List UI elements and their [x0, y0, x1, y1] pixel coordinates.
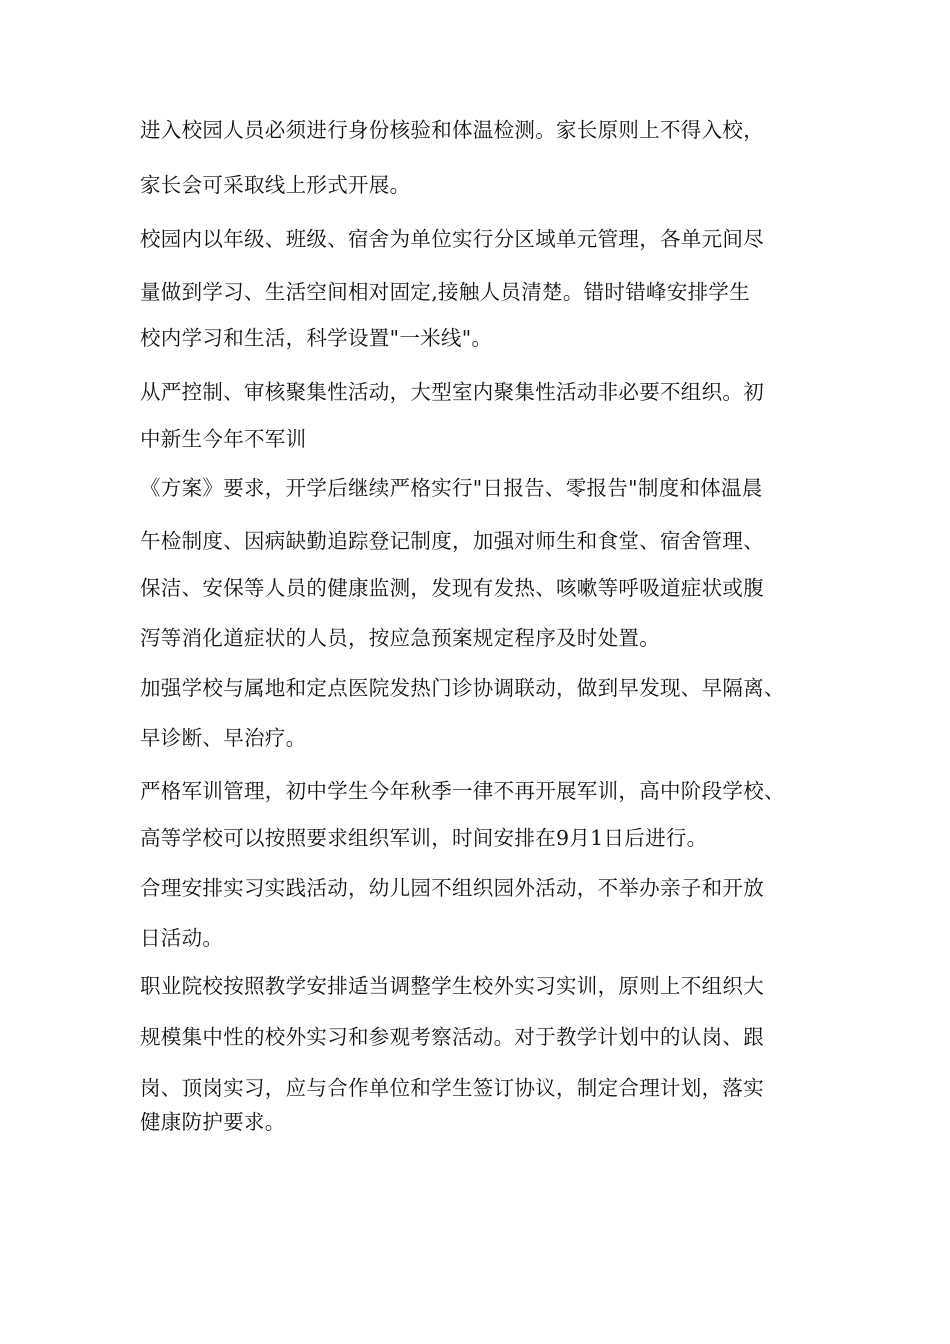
text-line: 中新生今年不军训 [140, 427, 307, 451]
text-line: 健康防护要求。 [140, 1110, 286, 1134]
text-line: 进入校园人员必须进行身份核验和体温检测。家长原则上不得入校， [140, 118, 764, 142]
text-line: 加强学校与属地和定点医院发热门诊协调联动，做到早发现、早隔离、 [140, 676, 785, 700]
text-line: 高等学校可以按照要求组织军训，时间安排在9月1日后进行。 [140, 826, 708, 850]
text-line: 严格军训管理，初中学生今年秋季一律不再开展军训，高中阶段学校、 [140, 779, 785, 803]
text-line: 泻等消化道症状的人员，按应急预案规定程序及时处置。 [140, 626, 660, 650]
text-line: 《方案》要求，开学后继续严格实行"日报告、零报告"制度和体温晨 [140, 476, 763, 500]
text-line: 职业院校按照教学安排适当调整学生校外实习实训，原则上不组织大 [140, 974, 764, 998]
text-line: 量做到学习、生活空间相对固定,接触人员清楚。错时错峰安排学生 [140, 280, 751, 304]
text-line: 合理安排实习实践活动，幼儿园不组织园外活动，不举办亲子和开放 [140, 876, 764, 900]
text-line: 从严控制、审核聚集性活动，大型室内聚集性活动非必要不组织。初 [140, 380, 764, 404]
text-line: 早诊断、早治疗。 [140, 726, 307, 750]
text-line: 保洁、安保等人员的健康监测，发现有发热、咳嗽等呼吸道症状或腹 [140, 576, 764, 600]
text-line: 家长会可采取线上形式开展。 [140, 173, 411, 197]
text-line: 规模集中性的校外实习和参观考察活动。对于教学计划中的认岗、跟 [140, 1025, 764, 1049]
text-line: 校园内以年级、班级、宿舍为单位实行分区域单元管理，各单元间尽 [140, 227, 764, 251]
text-line: 午检制度、因病缺勤追踪登记制度，加强对师生和食堂、宿舍管理、 [140, 529, 764, 553]
text-line: 岗、顶岗实习，应与合作单位和学生签订协议，制定合理计划，落实 [140, 1076, 764, 1100]
text-line: 日活动。 [140, 926, 224, 950]
text-line: 校内学习和生活，科学设置"一米线"。 [140, 326, 493, 350]
